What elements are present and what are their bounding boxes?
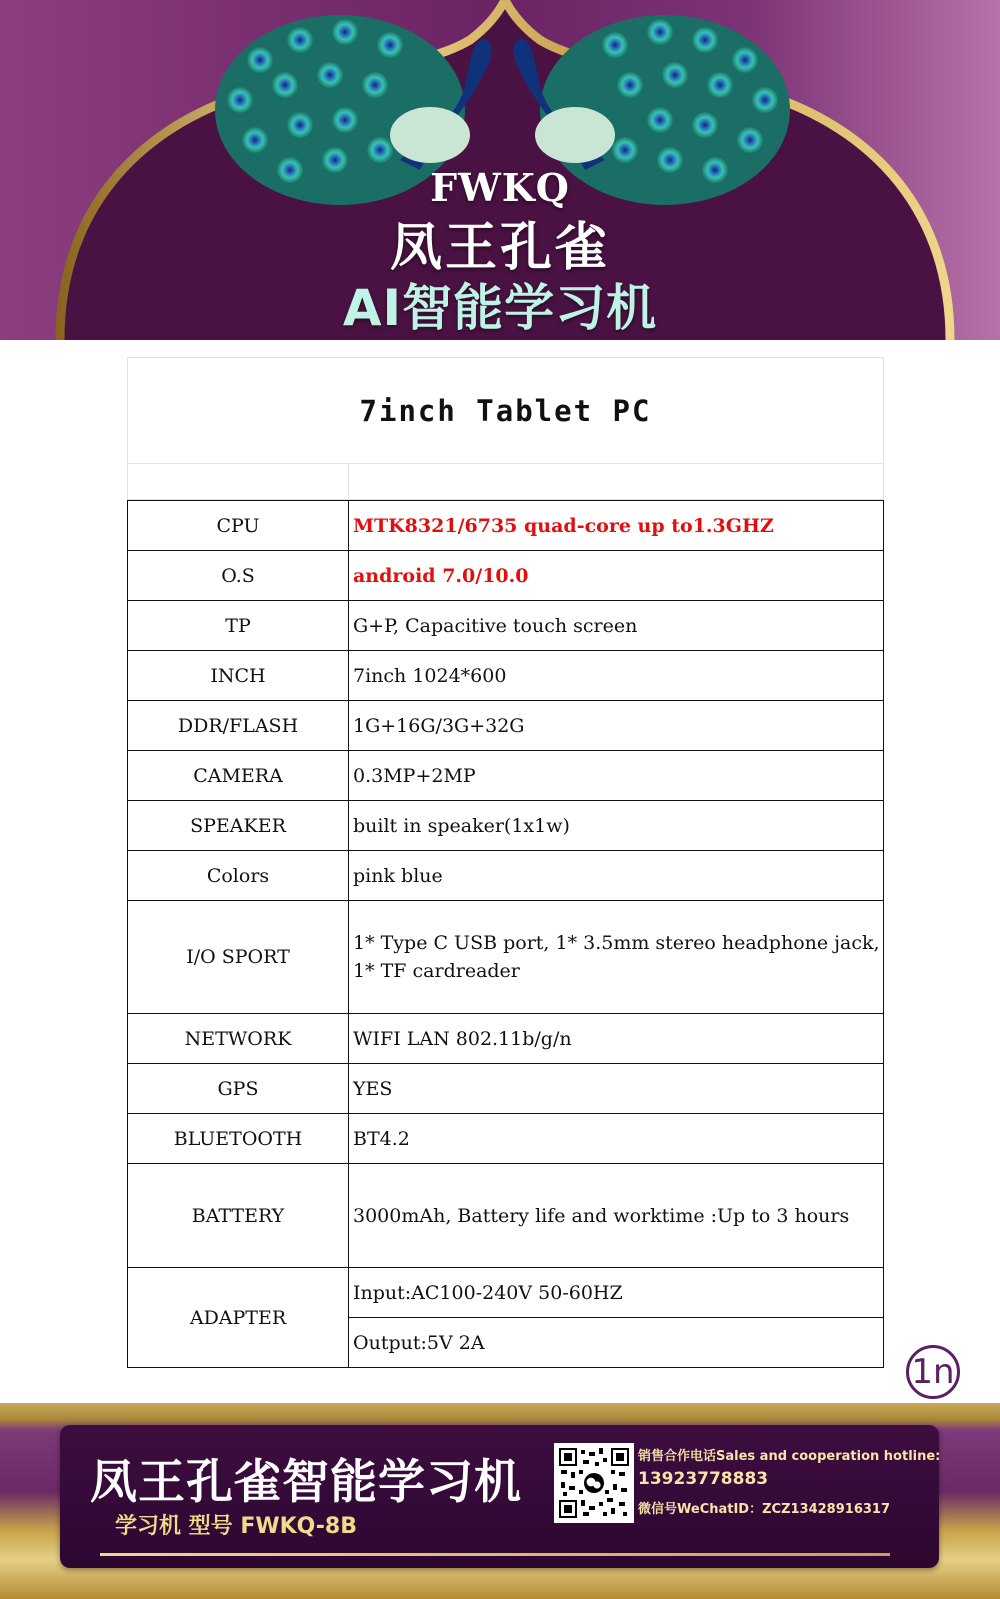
- spec-value: built in speaker(1x1w): [349, 801, 884, 851]
- wechat-id: 微信号WeChatID：ZCZ13428916317: [638, 1502, 890, 1517]
- spec-key: TP: [128, 601, 349, 651]
- model-number: 学习机 型号 FWKQ-8B: [115, 1514, 357, 1539]
- table-row: [128, 501, 884, 551]
- footer-title: 凤王孔雀智能学习机: [90, 1455, 522, 1510]
- spec-value: pink blue: [349, 851, 884, 901]
- header-banner: [0, 0, 1000, 340]
- table-title-cell: [127, 357, 884, 463]
- spec-key: SPEAKER: [128, 801, 349, 851]
- page-number-badge: 1n: [906, 1345, 960, 1399]
- spec-value-multiline: [349, 901, 884, 1014]
- spec-value: G+P, Capacitive touch screen: [349, 601, 884, 651]
- brand-chinese-name: 凤王孔雀: [389, 218, 610, 278]
- table-blank-row: [127, 463, 884, 500]
- table-row: [128, 601, 884, 651]
- spec-key: ADAPTER: [128, 1268, 349, 1368]
- footer-panel: [60, 1425, 939, 1568]
- table-row: [128, 751, 884, 801]
- brand-english-name: FWKQ: [430, 165, 570, 210]
- spec-key: BLUETOOTH: [128, 1114, 349, 1164]
- spec-value-line: 1* TF cardreader: [353, 960, 520, 982]
- table-row: [128, 1064, 884, 1114]
- product-subtitle: AI智能学习机: [342, 279, 658, 337]
- spec-value: 0.3MP+2MP: [349, 751, 884, 801]
- table-row: [128, 651, 884, 701]
- spec-key: BATTERY: [128, 1164, 349, 1268]
- spec-key: NETWORK: [128, 1014, 349, 1064]
- table-title: 7inch Tablet PC: [359, 393, 652, 428]
- spec-value: BT4.2: [349, 1114, 884, 1164]
- spec-value: YES: [349, 1064, 884, 1114]
- spec-key: CPU: [128, 501, 349, 551]
- table-row: [128, 1014, 884, 1064]
- spec-value-line: 1* Type C USB port, 1* 3.5mm stereo headphone jack,: [353, 932, 880, 954]
- spec-value: android 7.0/10.0: [349, 551, 884, 601]
- spec-value: 7inch 1024*600: [349, 651, 884, 701]
- spec-key: O.S: [128, 551, 349, 601]
- phone-number: 13923778883: [638, 1469, 769, 1489]
- table-row: [128, 1268, 884, 1318]
- footer-divider: [100, 1553, 890, 1556]
- table-row: [128, 851, 884, 901]
- spec-value: Output:5V 2A: [349, 1318, 884, 1368]
- table-row: [128, 801, 884, 851]
- wechat-qr-code-icon: [554, 1443, 634, 1523]
- spec-key: CAMERA: [128, 751, 349, 801]
- spec-value: 3000mAh, Battery life and worktime :Up to 3 hours: [349, 1164, 884, 1268]
- spec-value: WIFI LAN 802.11b/g/n: [349, 1014, 884, 1064]
- spec-key: INCH: [128, 651, 349, 701]
- spec-key: I/O SPORT: [128, 901, 349, 1014]
- table-row: [128, 701, 884, 751]
- spec-value: MTK8321/6735 quad-core up to1.3GHZ: [349, 501, 884, 551]
- table-row: [128, 551, 884, 601]
- table-row: [128, 901, 884, 1014]
- table-row: [128, 1114, 884, 1164]
- spec-key: Colors: [128, 851, 349, 901]
- footer-banner: [0, 1403, 1000, 1599]
- spec-key: DDR/FLASH: [128, 701, 349, 751]
- contact-info: [638, 1445, 941, 1525]
- spec-value: Input:AC100-240V 50-60HZ: [349, 1268, 884, 1318]
- spec-key: GPS: [128, 1064, 349, 1114]
- spec-value: 1G+16G/3G+32G: [349, 701, 884, 751]
- hotline-label: 销售合作电话Sales and cooperation hotline:: [638, 1449, 941, 1464]
- table-row: [128, 1164, 884, 1268]
- spec-table: [127, 500, 884, 1368]
